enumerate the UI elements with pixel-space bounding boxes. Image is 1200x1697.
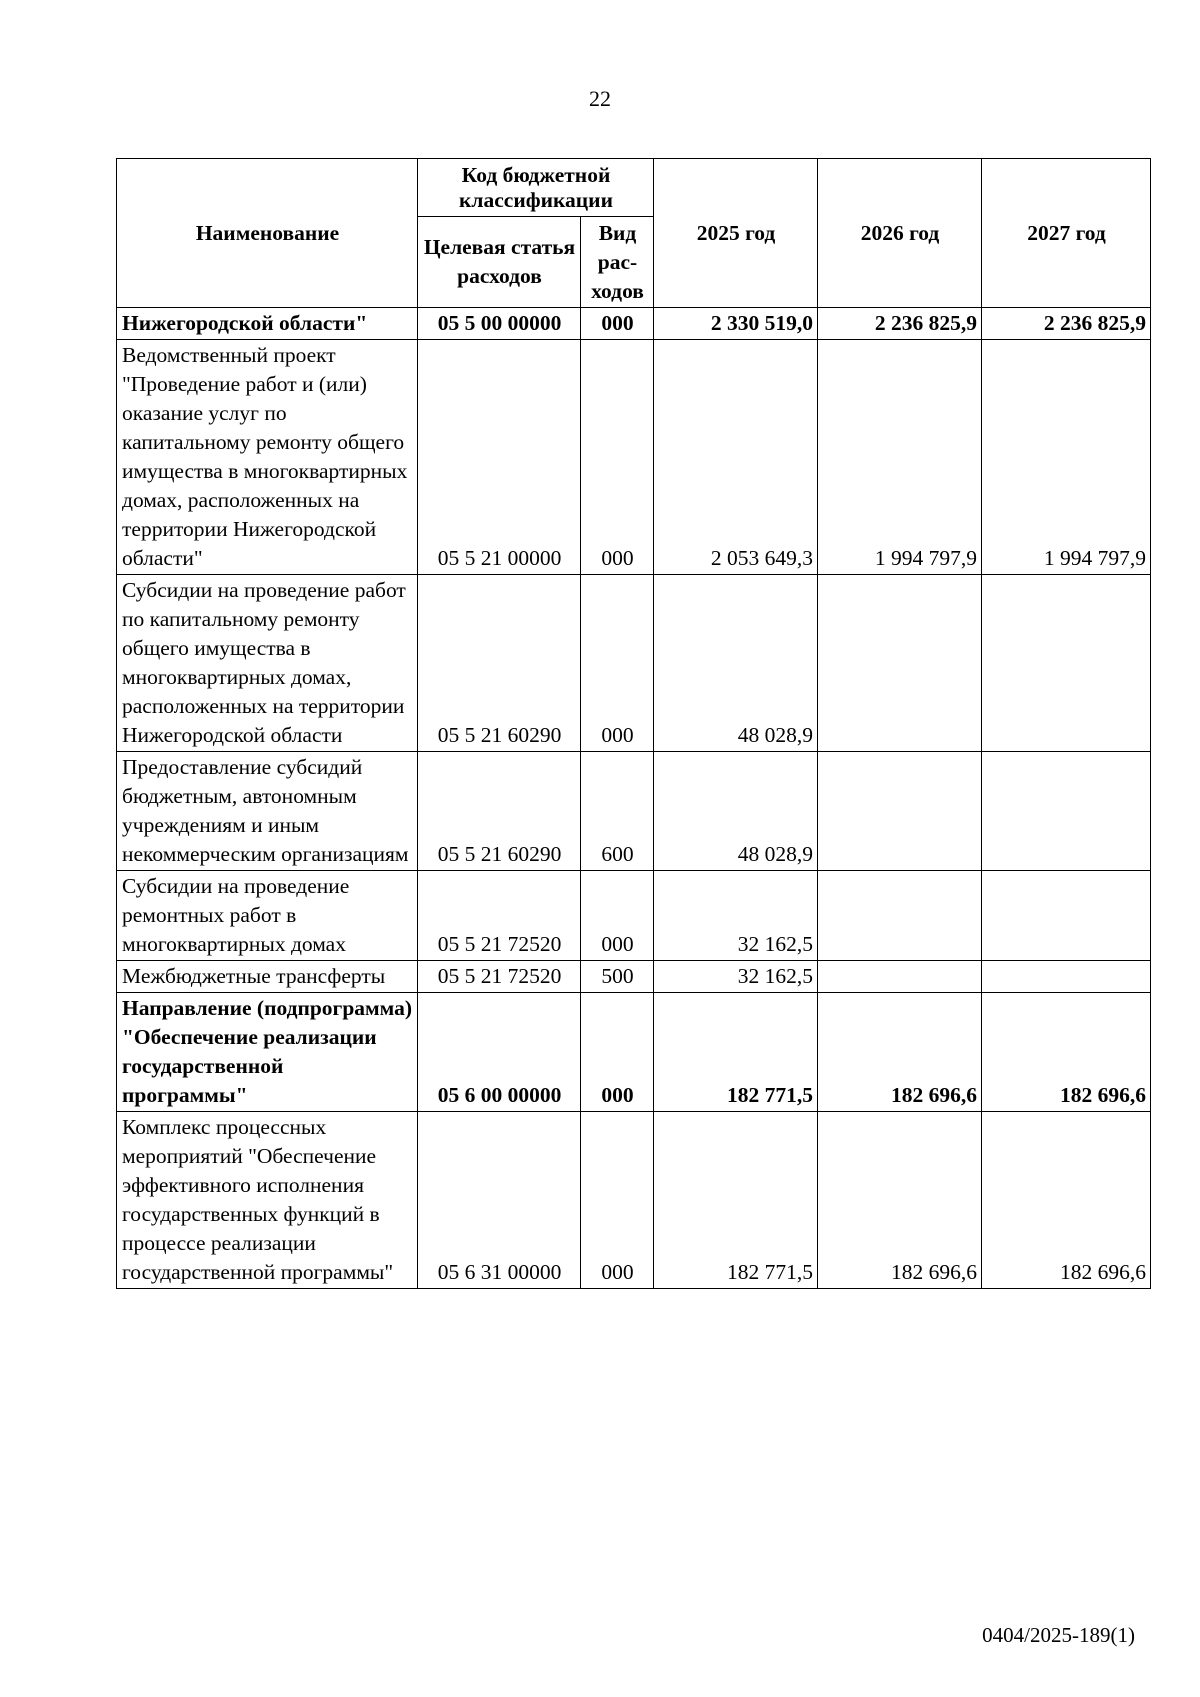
table-row xyxy=(117,871,1151,961)
row-amount-2027: 182 696,6 xyxy=(982,993,1151,1112)
row-amount-2027 xyxy=(982,752,1151,871)
row-amount-2026 xyxy=(818,871,982,961)
row-target-code: 05 5 21 72520 xyxy=(418,961,581,993)
page-number: 22 xyxy=(589,86,611,111)
header-name: Наименование xyxy=(117,159,418,308)
table-row xyxy=(117,1112,1151,1289)
row-amount-2026 xyxy=(818,752,982,871)
document-id: 0404/2025-189(1) xyxy=(982,1623,1135,1647)
row-amount-2025: 48 028,9 xyxy=(654,575,818,752)
row-target-code: 05 6 00 00000 xyxy=(418,993,581,1112)
row-name: Комплекс процессных мероприятий "Обеспечение эффективного исполнения государственных функций в процессе реализации государственной программы" xyxy=(117,1112,418,1289)
header-target-article: Целевая статья расходов xyxy=(418,217,581,308)
table-row xyxy=(117,340,1151,575)
row-name: Нижегородской области" xyxy=(117,308,418,340)
row-expense-kind: 600 xyxy=(581,752,654,871)
row-expense-kind: 000 xyxy=(581,993,654,1112)
table-row xyxy=(117,575,1151,752)
table-row xyxy=(117,961,1151,993)
row-name: Ведомственный проект "Проведение работ и (или) оказание услуг по капитальному ремонту общего имущества в многоквартирных домах, расположенных на территории Нижегородской области" xyxy=(117,340,418,575)
row-amount-2027: 2 236 825,9 xyxy=(982,308,1151,340)
row-amount-2026: 2 236 825,9 xyxy=(818,308,982,340)
header-expense-kind: Вид рас-ходов xyxy=(581,217,654,308)
row-amount-2025: 32 162,5 xyxy=(654,961,818,993)
row-amount-2027: 1 994 797,9 xyxy=(982,340,1151,575)
row-amount-2026 xyxy=(818,575,982,752)
row-name: Направление (подпрограмма) "Обеспечение реализации государственной программы" xyxy=(117,993,418,1112)
row-amount-2025: 182 771,5 xyxy=(654,1112,818,1289)
row-amount-2027 xyxy=(982,961,1151,993)
budget-table xyxy=(116,158,1151,1289)
row-expense-kind: 500 xyxy=(581,961,654,993)
row-amount-2025: 2 053 649,3 xyxy=(654,340,818,575)
row-amount-2025: 32 162,5 xyxy=(654,871,818,961)
row-amount-2026: 182 696,6 xyxy=(818,993,982,1112)
row-name: Межбюджетные трансферты xyxy=(117,961,418,993)
header-2025: 2025 год xyxy=(654,159,818,308)
row-expense-kind: 000 xyxy=(581,575,654,752)
table-body xyxy=(117,308,1151,1289)
row-target-code: 05 5 21 60290 xyxy=(418,575,581,752)
row-amount-2026: 182 696,6 xyxy=(818,1112,982,1289)
row-target-code: 05 5 21 60290 xyxy=(418,752,581,871)
row-target-code: 05 5 21 00000 xyxy=(418,340,581,575)
header-2026: 2026 год xyxy=(818,159,982,308)
row-expense-kind: 000 xyxy=(581,308,654,340)
row-expense-kind: 000 xyxy=(581,1112,654,1289)
table-row xyxy=(117,993,1151,1112)
row-name: Субсидии на проведение работ по капитальному ремонту общего имущества в многоквартирных домах, расположенных на территории Нижегородской области xyxy=(117,575,418,752)
header-budget-classification: Код бюджетной классификации xyxy=(418,159,654,217)
row-amount-2027 xyxy=(982,575,1151,752)
header-2027: 2027 год xyxy=(982,159,1151,308)
row-expense-kind: 000 xyxy=(581,340,654,575)
row-expense-kind: 000 xyxy=(581,871,654,961)
row-amount-2025: 2 330 519,0 xyxy=(654,308,818,340)
table-header xyxy=(117,159,1151,308)
row-amount-2025: 182 771,5 xyxy=(654,993,818,1112)
row-name: Предоставление субсидий бюджетным, автономным учреждениям и иным некоммерческим организациям xyxy=(117,752,418,871)
row-target-code: 05 6 31 00000 xyxy=(418,1112,581,1289)
row-amount-2026: 1 994 797,9 xyxy=(818,340,982,575)
row-amount-2025: 48 028,9 xyxy=(654,752,818,871)
row-target-code: 05 5 00 00000 xyxy=(418,308,581,340)
row-target-code: 05 5 21 72520 xyxy=(418,871,581,961)
table-row xyxy=(117,752,1151,871)
row-amount-2026 xyxy=(818,961,982,993)
row-name: Субсидии на проведение ремонтных работ в многоквартирных домах xyxy=(117,871,418,961)
row-amount-2027 xyxy=(982,871,1151,961)
row-amount-2027: 182 696,6 xyxy=(982,1112,1151,1289)
table-row xyxy=(117,308,1151,340)
